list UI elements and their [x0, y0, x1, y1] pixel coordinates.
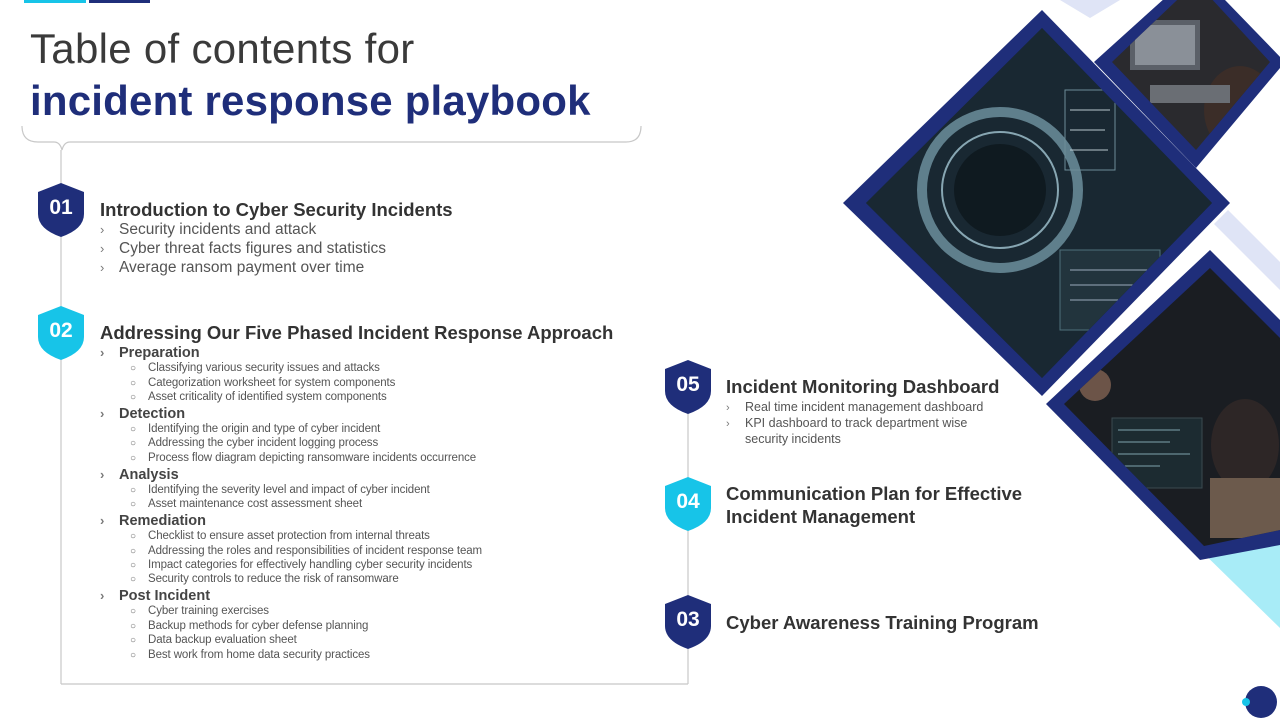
phase-item: ○ Identifying the origin and type of cyber incident [130, 423, 381, 435]
chevron-icon: › [100, 467, 105, 482]
section-04-title-line-1: Communication Plan for Effective [726, 483, 1023, 504]
chevron-icon: › [726, 402, 730, 414]
circle-bullet-icon: ○ [130, 378, 136, 389]
section-05-title: Incident Monitoring Dashboard [726, 376, 1000, 397]
phase-analysis: › Analysis [100, 467, 179, 483]
section-01-item: › Cyber threat facts figures and statistics [100, 240, 387, 257]
section-01-item: › Average ransom payment over time [100, 259, 365, 276]
section-05-item: › Real time incident management dashboard [726, 400, 984, 414]
badge-05-number: 05 [676, 373, 700, 396]
circle-bullet-icon: ○ [130, 606, 136, 617]
phase-item: ○ Asset criticality of identified system components [130, 391, 387, 403]
phase-item: ○ Addressing the roles and responsibilities of incident response team [130, 545, 483, 557]
badge-01 [38, 183, 84, 237]
circle-bullet-icon: ○ [130, 485, 136, 496]
phase-preparation: › Preparation [100, 345, 200, 361]
circle-bullet-icon: ○ [130, 621, 136, 632]
badge-02-number: 02 [49, 319, 73, 342]
phase-item: ○ Impact categories for effectively handling cyber security incidents [130, 559, 473, 571]
circle-bullet-icon: ○ [130, 635, 136, 646]
section-05-item-cont: security incidents [745, 432, 841, 446]
badge-05 [665, 360, 711, 414]
section-01-item: › Security incidents and attack [100, 221, 317, 238]
phase-detection: › Detection [100, 406, 186, 422]
section-04-title [726, 482, 1022, 528]
badge-04-number: 04 [676, 490, 700, 513]
chevron-icon: › [100, 345, 105, 360]
title-line-2: incident response playbook [30, 77, 591, 125]
chevron-icon: › [100, 588, 105, 603]
phase-item: ○ Backup methods for cyber defense planning [130, 620, 369, 632]
circle-bullet-icon: ○ [130, 560, 136, 571]
chevron-icon: › [100, 222, 105, 237]
circle-bullet-icon: ○ [130, 453, 136, 464]
badge-03 [665, 595, 711, 649]
badge-01-number: 01 [49, 196, 73, 219]
circle-bullet-icon: ○ [130, 363, 136, 374]
chevron-icon: › [100, 241, 105, 256]
phase-remediation: › Remediation [100, 513, 207, 529]
chevron-icon: › [100, 406, 105, 421]
circle-bullet-icon: ○ [130, 392, 136, 403]
phase-item: ○ Security controls to reduce the risk of ransomware [130, 573, 399, 585]
circle-bullet-icon: ○ [130, 574, 136, 585]
circle-bullet-icon: ○ [130, 546, 136, 557]
badge-02 [38, 306, 84, 360]
phase-item: ○ Identifying the severity level and impact of cyber incident [130, 484, 430, 496]
circle-bullet-icon: ○ [130, 438, 136, 449]
section-04-title-line-2: Incident Management [726, 506, 916, 528]
phase-item: ○ Cyber training exercises [130, 605, 269, 617]
phase-item: ○ Asset maintenance cost assessment sheet [130, 498, 363, 510]
phase-item: ○ Categorization worksheet for system components [130, 377, 396, 389]
circle-bullet-icon: ○ [130, 650, 136, 661]
chevron-icon: › [100, 260, 105, 275]
phase-item: ○ Checklist to ensure asset protection from internal threats [130, 530, 430, 542]
circle-bullet-icon: ○ [130, 499, 136, 510]
phase-item: ○ Data backup evaluation sheet [130, 634, 297, 646]
badge-03-number: 03 [676, 608, 700, 631]
section-05-item: › KPI dashboard to track department wise [726, 416, 968, 430]
corner-dot-cyan [1242, 698, 1250, 706]
badge-04 [665, 477, 711, 531]
circle-bullet-icon: ○ [130, 424, 136, 435]
phase-item: ○ Addressing the cyber incident logging process [130, 437, 379, 449]
phase-post-incident: › Post Incident [100, 588, 211, 604]
phase-item: ○ Process flow diagram depicting ransomware incidents occurrence [130, 452, 477, 464]
section-02-title: Addressing Our Five Phased Incident Response Approach [100, 322, 614, 343]
phase-item: ○ Best work from home data security practices [130, 649, 370, 661]
chevron-icon: › [726, 418, 730, 430]
title-line-1: Table of contents for [30, 25, 415, 72]
phase-item: ○ Classifying various security issues and attacks [130, 362, 380, 374]
circle-bullet-icon: ○ [130, 531, 136, 542]
section-01-title: Introduction to Cyber Security Incidents [100, 199, 453, 220]
section-03-title: Cyber Awareness Training Program [726, 612, 1039, 633]
chevron-icon: › [100, 513, 105, 528]
